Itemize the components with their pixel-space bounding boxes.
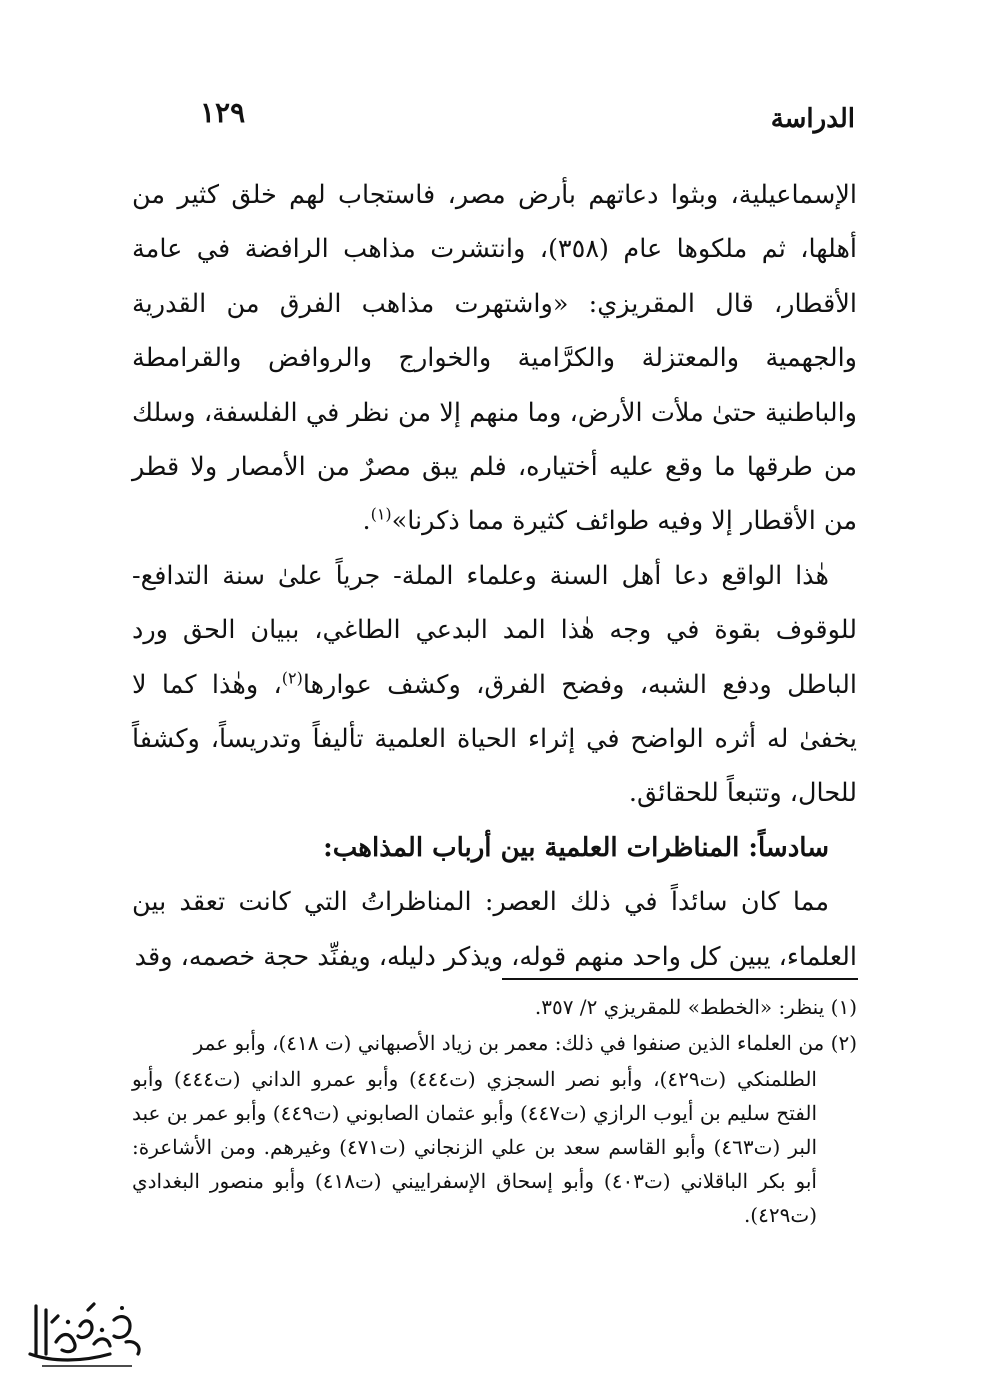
footnotes	[132, 990, 857, 1234]
paragraph-2-text-b: ، وهٰذا كما لا يخفىٰ له أثره الواضح في إثراء الحياة العلمية تأليفاً وتدريساً، وكشفاً للحال، وتتبعاً للحقائق.	[132, 669, 857, 809]
section-heading: سادساً: المناظرات العلمية بين أرباب المذاهب:	[323, 832, 829, 863]
calligraphy-logo-icon	[22, 1296, 152, 1376]
paragraph-1-end: .	[362, 506, 371, 537]
paragraph-1-text: الإسماعيلية، وبثوا دعاتهم بأرض مصر، فاستجاب لهم خلق كثير من أهلها، ثم ملكوها عام (٣٥٨)، وانتشرت مذاهب الرافضة في عامة الأقطار، قال المقريزي: «واشتهرت مذاهب الفرق من القدرية والجهمية والمعتزلة والكرَّامية والخوارج والروافض والقرامطة والباطنية حتىٰ ملأت الأرض، وما منهم إلا من نظر في الفلسفة، وسلك من طرقها ما وقع عليه أختياره، فلم يبق مصرٌ من الأمصار ولا قطر من الأقطار إلا وفيه طوائف كثيرة مما ذكرنا»	[132, 180, 857, 537]
main-text	[132, 168, 857, 984]
footnote-marker-2: (٢)	[281, 668, 303, 688]
paragraph-3: مما كان سائداً في ذلك العصر: المناظراتُ التي كانت تعقد بين العلماء، يبين كل واحد منهم قوله، ويذكر دليله، ويفنِّد حجة خصمه، وقد	[132, 887, 857, 972]
footnote-1: (١) ينظر: «الخطط» للمقريزي ٢/ ٣٥٧.	[534, 995, 857, 1019]
footnote-divider	[502, 978, 858, 980]
footnote-marker-1: (١)	[370, 504, 392, 524]
page-header	[140, 96, 855, 146]
page-number: ١٢٩	[200, 96, 246, 129]
running-title: الدراسة	[770, 104, 855, 134]
footnote-2-first-line: (٢) من العلماء الذين صنفوا في ذلك: معمر بن زياد الأصبهاني (ت ٤١٨)، وأبو عمر	[193, 1031, 857, 1055]
paragraph-2	[132, 549, 857, 821]
footnote-2-continuation: الطلمنكي (ت٤٢٩)، وأبو نصر السجزي (ت٤٤٤) وأبو عمرو الداني (ت٤٤٤) وأبو الفتح سليم بن أيوب الرازي (ت٤٤٧) وأبو عثمان الصابوني (ت٤٤٩) وأبو عمر بن عبد البر (ت٤٦٣) وأبو القاسم سعد بن علي الزنجاني (ت٤٧١) وغيرهم. ومن الأشاعرة: أبو بكر الباقلاني (ت٤٠٣) وأبو إسحاق الإسفراييني (ت٤١٨) وأبو منصور البغدادي (ت٤٢٩).	[132, 1067, 818, 1227]
paragraph-2-text-a: هٰذا الواقع دعا أهل السنة وعلماء الملة- جرياً علىٰ سنة التدافع- للوقوف بقوة في وجه هٰذا المد البدعي الطاغي، ببيان الحق ورد الباطل ودفع الشبه، وفضح الفرق، وكشف عوارها	[132, 560, 857, 700]
paragraph-1	[132, 168, 857, 549]
